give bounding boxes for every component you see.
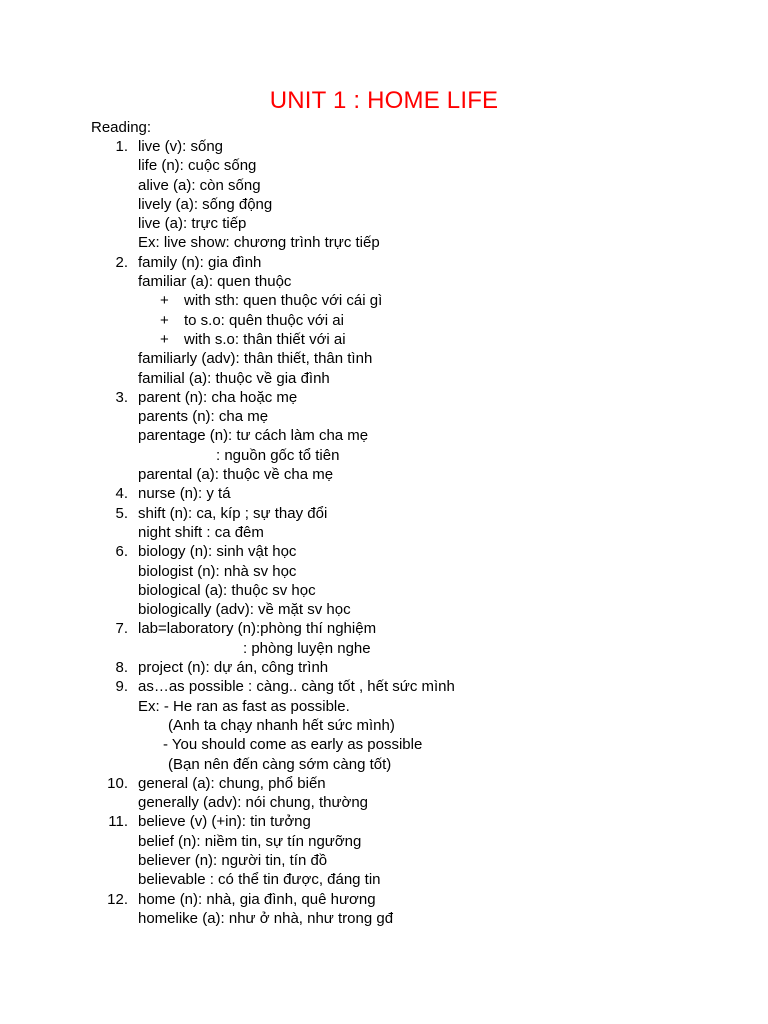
list-item — [0, 735, 768, 754]
list-item — [0, 600, 768, 619]
list-item-text: live (v): sống — [138, 138, 224, 155]
list-item — [0, 812, 768, 831]
plus-bullet: + — [160, 292, 169, 310]
list-item-text: lab=laboratory (n):phòng thí nghiệm — [138, 620, 377, 638]
list-item — [0, 890, 768, 909]
plus-bullet: + — [160, 311, 169, 329]
list-item-text: parentage (n): tư cách làm cha mẹ — [138, 427, 369, 445]
list-item-text: Ex: live show: chương trình trực tiếp — [138, 234, 380, 252]
list-item — [0, 909, 768, 928]
list-item-text: parent (n): cha hoặc mẹ — [138, 388, 298, 406]
list-item — [0, 658, 768, 677]
list-item-number: 4. — [115, 485, 128, 503]
list-item — [0, 465, 768, 484]
list-item — [0, 677, 768, 696]
list-item — [0, 851, 768, 870]
list-item-text: belief (n): niềm tin, sự tín ngưỡng — [138, 832, 362, 850]
list-item — [0, 697, 768, 716]
list-item-text: believable : có thể tin được, đáng tin — [138, 871, 381, 889]
list-item-text: parental (a): thuộc về cha mẹ — [138, 466, 334, 484]
list-item-text: familial (a): thuộc về gia đình — [138, 369, 330, 387]
list-item-text: lively (a): sống động — [138, 195, 273, 213]
list-item — [0, 870, 768, 889]
section-label: Reading: — [91, 119, 152, 136]
list-item-number: 9. — [115, 678, 128, 696]
list-item — [0, 542, 768, 561]
list-item-text: biologically (adv): về mặt sv học — [138, 601, 351, 619]
list-item-text: night shift : ca đêm — [138, 523, 264, 541]
list-item — [0, 484, 768, 503]
list-item — [0, 233, 768, 252]
list-item — [0, 253, 768, 272]
list-item-text: biological (a): thuộc sv học — [138, 581, 316, 599]
list-item-text: (Anh ta chạy nhanh hết sức mình) — [168, 716, 395, 734]
list-item-text: family (n): gia đình — [138, 253, 262, 271]
list-item — [0, 523, 768, 542]
list-item-text: alive (a): còn sống — [138, 176, 261, 194]
list-item-text: : nguồn gốc tổ tiên — [216, 446, 340, 464]
list-item-text: with s.o: thân thiết với ai — [184, 330, 346, 348]
list-item-number: 11. — [108, 813, 128, 831]
list-item — [0, 388, 768, 407]
list-item-text: believer (n): người tin, tín đồ — [138, 851, 328, 869]
list-item-number: 12. — [107, 890, 128, 908]
list-item-text: (Bạn nên đến càng sớm càng tốt) — [168, 755, 392, 773]
list-item — [0, 407, 768, 426]
list-item — [0, 291, 768, 310]
page-title: UNIT 1 : HOME LIFE — [269, 87, 499, 114]
list-item-number: 6. — [115, 543, 128, 561]
list-item-text: familiarly (adv): thân thiết, thân tình — [138, 350, 373, 368]
list-item — [0, 330, 768, 349]
list-item — [0, 349, 768, 368]
list-item-text: life (n): cuộc sống — [138, 157, 257, 175]
list-item — [0, 639, 768, 658]
list-item-number: 10. — [107, 774, 128, 792]
list-item — [0, 311, 768, 330]
list-item-text: shift (n): ca, kíp ; sự thay đổi — [138, 504, 328, 522]
list-item — [0, 581, 768, 600]
list-item — [0, 774, 768, 793]
list-item-number: 7. — [115, 620, 128, 638]
list-item-text: general (a): chung, phổ biến — [138, 774, 326, 792]
list-item-text: to s.o: quên thuộc với ai — [184, 311, 344, 329]
list-item-text: homelike (a): như ở nhà, như trong gđ — [138, 909, 394, 927]
list-item — [0, 793, 768, 812]
list-item-number: 1. — [115, 138, 128, 155]
list-item-text: Ex: - He ran as fast as possible. — [138, 697, 350, 715]
list-item — [0, 755, 768, 774]
list-item-text: generally (adv): nói chung, thường — [138, 794, 369, 812]
list-item — [0, 504, 768, 523]
list-item-text: live (a): trực tiếp — [138, 215, 247, 233]
list-item-text: - You should come as early as possible — [163, 736, 423, 754]
list-item-text: : phòng luyện nghe — [243, 639, 371, 657]
list-item — [0, 137, 768, 156]
list-item-text: parents (n): cha mẹ — [138, 408, 269, 426]
list-item — [0, 446, 768, 465]
list-item-text: believe (v) (+in): tin tưởng — [138, 813, 311, 831]
list-item-number: 3. — [115, 388, 128, 406]
list-item — [0, 369, 768, 388]
list-item-text: biology (n): sinh vật học — [138, 543, 297, 561]
list-item-text: home (n): nhà, gia đình, quê hương — [138, 890, 376, 908]
list-item — [0, 176, 768, 195]
list-item-text: as…as possible : càng.. càng tốt , hết sức mình — [138, 678, 455, 696]
vocabulary-list — [0, 137, 768, 928]
list-item — [0, 832, 768, 851]
list-item-text: with sth: quen thuộc với cái gì — [184, 292, 383, 310]
list-item — [0, 426, 768, 445]
list-item-text: nurse (n): y tá — [138, 485, 231, 503]
list-item — [0, 214, 768, 233]
list-item — [0, 562, 768, 581]
list-item-text: familiar (a): quen thuộc — [138, 273, 292, 291]
list-item — [0, 716, 768, 735]
list-item — [0, 156, 768, 175]
list-item-number: 8. — [115, 659, 128, 677]
list-item-number: 5. — [115, 504, 128, 522]
list-item — [0, 195, 768, 214]
plus-bullet: + — [160, 330, 169, 348]
list-item-number: 2. — [115, 253, 128, 271]
list-item-text: project (n): dự án, công trình — [138, 659, 329, 677]
list-item — [0, 619, 768, 638]
list-item — [0, 272, 768, 291]
list-item-text: biologist (n): nhà sv học — [138, 562, 297, 580]
